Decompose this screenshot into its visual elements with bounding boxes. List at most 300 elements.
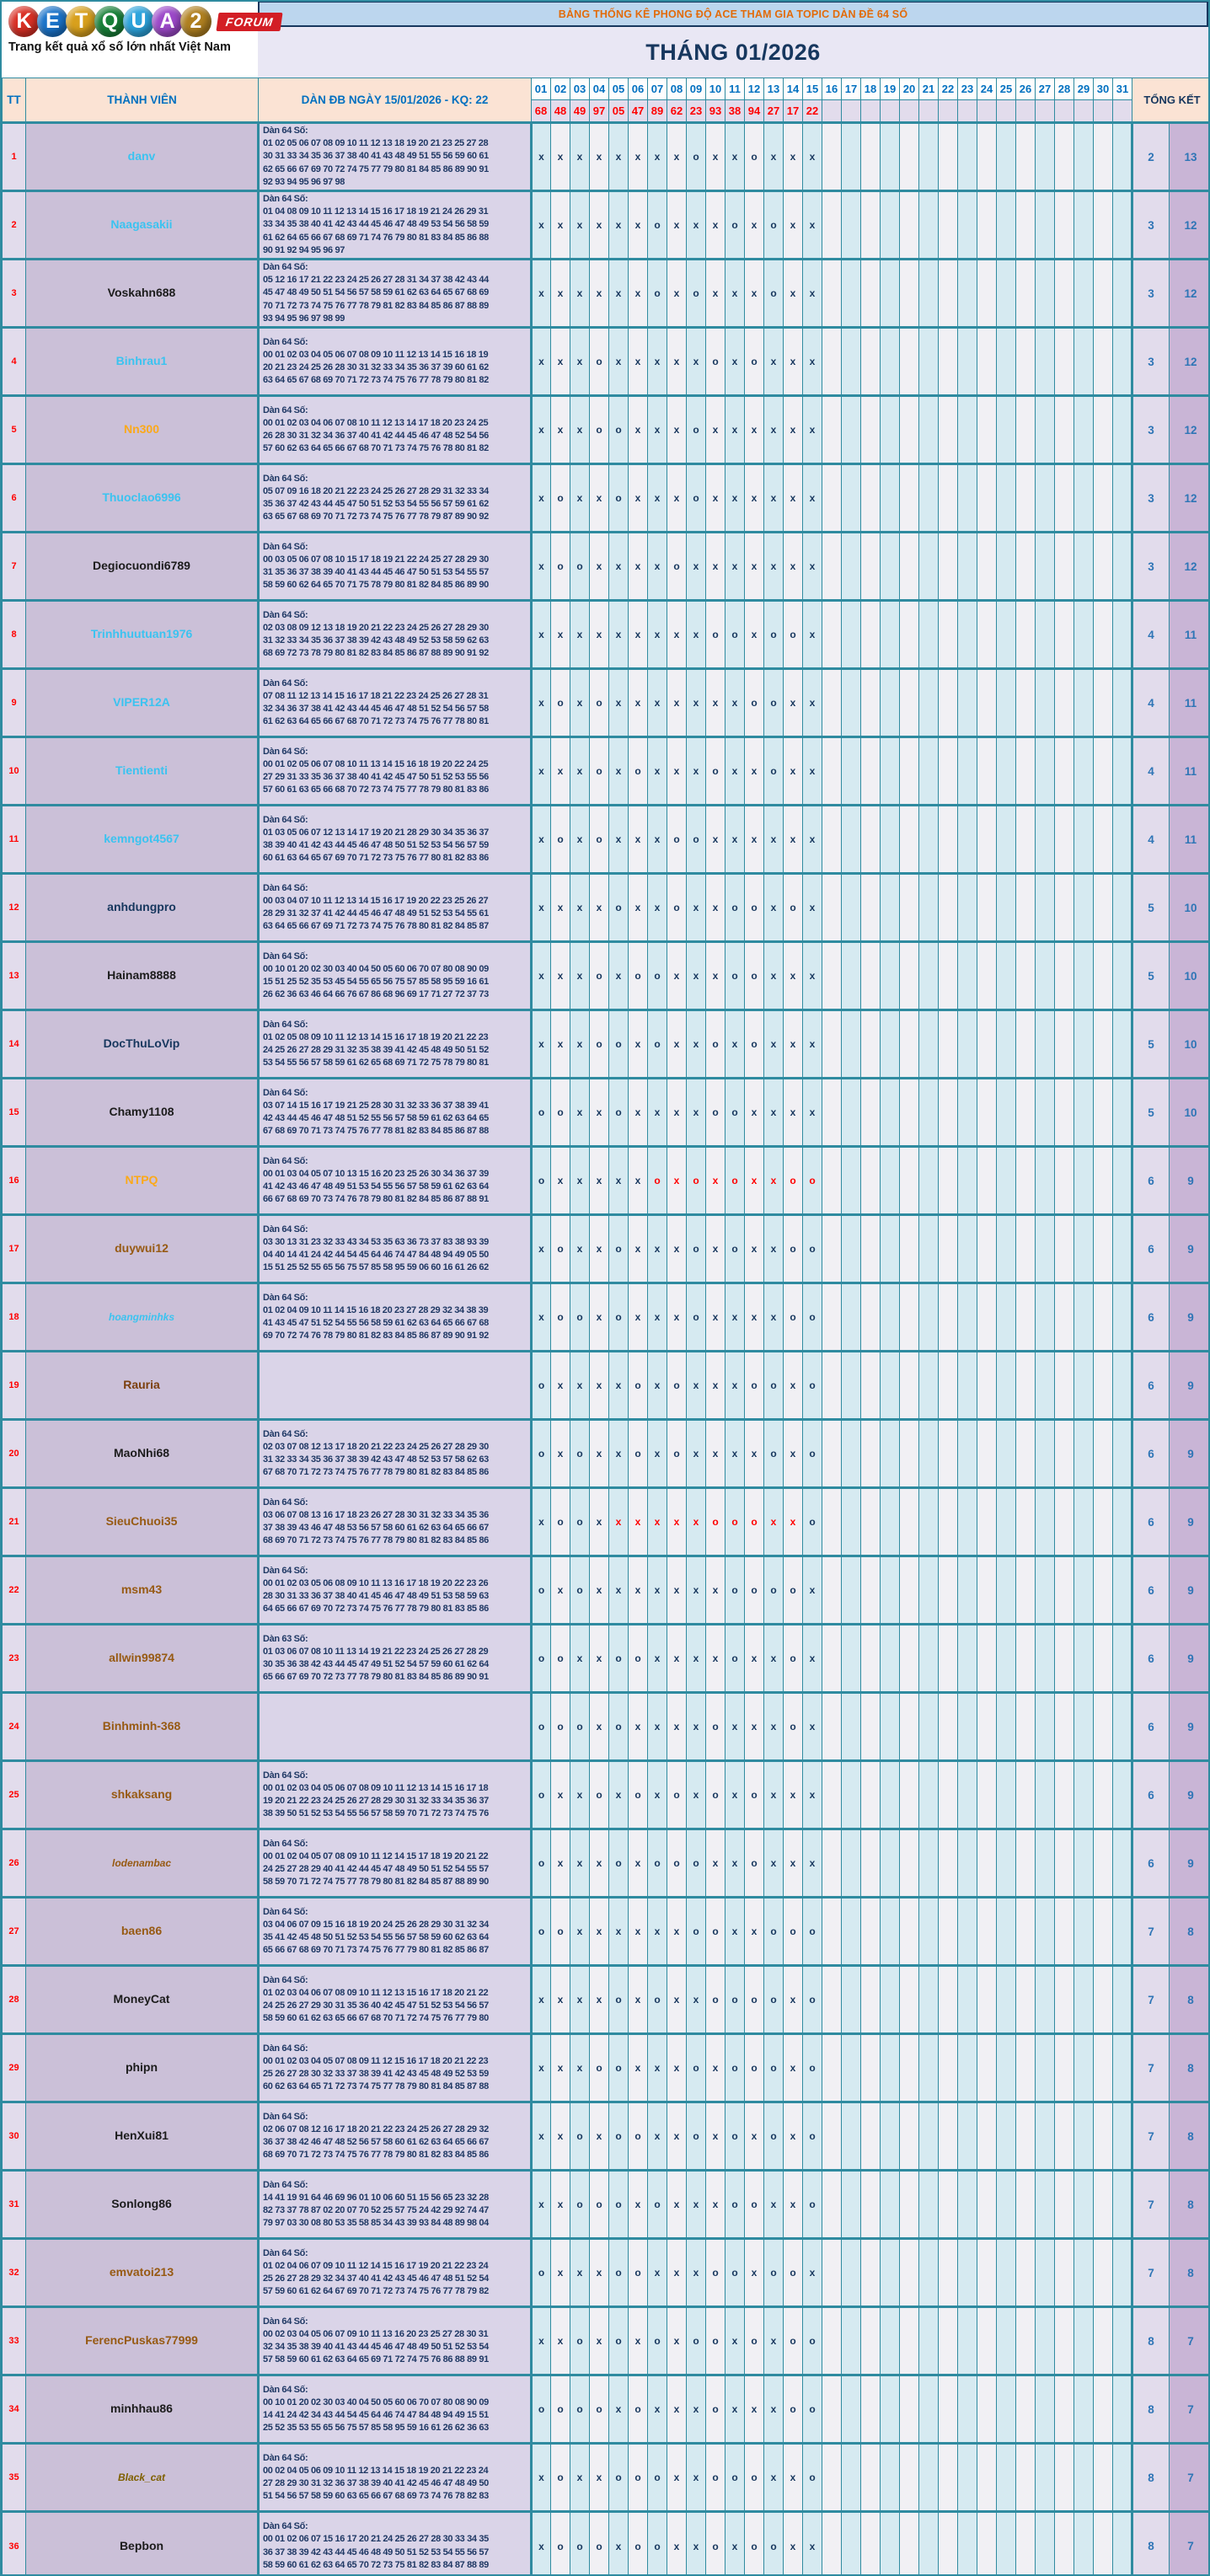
- member-name[interactable]: Sonlong86: [111, 2197, 172, 2210]
- logo-ball-T: T: [66, 6, 97, 37]
- day-cell-22: [939, 1010, 958, 1079]
- day-cell-25: [997, 1966, 1016, 2034]
- site-logo[interactable]: [2, 2, 275, 78]
- day-cell-20: [900, 1010, 919, 1079]
- mark-o: o: [634, 1448, 641, 1459]
- day-cell-25: [997, 1147, 1016, 1215]
- day-cell-09: [687, 1829, 706, 1898]
- day-cell-31: [1113, 737, 1132, 806]
- mark-o: o: [576, 560, 583, 572]
- mark-x: x: [615, 2403, 622, 2415]
- mark-o: o: [596, 424, 602, 436]
- day-cell-10: [706, 1693, 725, 1761]
- mark-o: o: [557, 1106, 564, 1118]
- day-cell-23: [958, 1693, 977, 1761]
- mark-x: x: [576, 765, 583, 777]
- mark-o: o: [790, 1584, 796, 1596]
- dan-line: 68 69 70 71 72 73 74 75 76 77 78 79 80 81 82 83 84 85 86: [263, 2150, 489, 2161]
- day-cell-01: [532, 2239, 551, 2307]
- day-cell-01: [532, 1352, 551, 1420]
- day-cell-14: [784, 1693, 803, 1761]
- total-hit-cell: 10: [1170, 874, 1210, 942]
- day-cell-11: [725, 1898, 745, 1966]
- day-cell-03: [570, 1079, 590, 1147]
- day-cell-02: [551, 1010, 570, 1079]
- member-name[interactable]: SieuChuoi35: [105, 1514, 178, 1528]
- day-cell-12: [745, 2375, 764, 2444]
- mark-x: x: [751, 1448, 758, 1459]
- day-cell-18: [861, 1898, 881, 1966]
- day-cell-18: [861, 806, 881, 874]
- day-cell-18: [861, 328, 881, 396]
- day-cell-08: [667, 1556, 687, 1625]
- day-cell-29: [1074, 2102, 1094, 2171]
- day-cell-28: [1055, 874, 1074, 942]
- member-name[interactable]: Voskahn688: [107, 286, 176, 299]
- day-cell-27: [1036, 123, 1055, 191]
- day-cell-22: [939, 737, 958, 806]
- member-name[interactable]: Rauria: [123, 1378, 160, 1391]
- day-cell-31: [1113, 191, 1132, 260]
- mark-x: x: [557, 424, 564, 436]
- mark-o: o: [557, 2540, 564, 2552]
- mark-x: x: [790, 287, 796, 299]
- day-cell-17: [842, 1215, 861, 1283]
- dan-line: 00 01 02 04 05 07 08 09 10 11 12 14 15 17 18 19 20 21 22: [263, 1850, 489, 1861]
- day-cell-08: [667, 328, 687, 396]
- day-cell-16: [822, 601, 842, 669]
- day-cell-07: [648, 1556, 667, 1625]
- mark-o: o: [654, 970, 661, 982]
- day-cell-05: [609, 464, 629, 533]
- day-cell-25: [997, 737, 1016, 806]
- total-miss-cell: 3: [1132, 396, 1170, 464]
- mark-x: x: [596, 2130, 602, 2142]
- tt-cell: 19: [3, 1352, 26, 1420]
- day-cell-27: [1036, 2239, 1055, 2307]
- day-cell-12: [745, 1215, 764, 1283]
- total-hit-cell: 9: [1170, 1215, 1210, 1283]
- day-cell-29: [1074, 1693, 1094, 1761]
- day-cell-04: [590, 1215, 609, 1283]
- day-cell-24: [977, 2444, 997, 2512]
- dan-label: Dàn 64 Số:: [263, 541, 308, 552]
- day-cell-16: [822, 2307, 842, 2375]
- day-cell-19: [881, 1898, 900, 1966]
- day-cell-21: [919, 1147, 939, 1215]
- member-name[interactable]: Chamy1108: [109, 1105, 174, 1118]
- day-cell-15: [803, 669, 822, 737]
- mark-x: x: [809, 1584, 816, 1596]
- day-cell-02: [551, 2375, 570, 2444]
- mark-x: x: [557, 2062, 564, 2074]
- member-row-phipn: [3, 2034, 1210, 2102]
- mark-x: x: [712, 1175, 719, 1186]
- member-name[interactable]: Hainam8888: [107, 968, 176, 982]
- member-name[interactable]: MoneyCat: [113, 1992, 170, 2006]
- day-cell-01: [532, 2034, 551, 2102]
- day-cell-22: [939, 2512, 958, 2576]
- day-cell-15: [803, 260, 822, 328]
- dan-line: 63 64 65 67 68 69 70 71 72 73 74 75 76 77 78 79 80 81 82: [263, 375, 489, 386]
- day-cell-18: [861, 1693, 881, 1761]
- day-cell-12: [745, 123, 764, 191]
- mark-o: o: [751, 1994, 758, 2006]
- day-cell-19: [881, 533, 900, 601]
- day-cell-19: [881, 942, 900, 1010]
- member-name[interactable]: DocThuLoVip: [103, 1036, 180, 1050]
- day-cell-27: [1036, 1215, 1055, 1283]
- dan-line: 69 70 72 74 76 78 79 80 81 82 83 84 85 86 87 89 90 91 92: [263, 1331, 489, 1342]
- mark-x: x: [790, 697, 796, 709]
- day-cell-10: [706, 1829, 725, 1898]
- member-name[interactable]: Binhrau1: [115, 354, 168, 367]
- mark-x: x: [654, 1584, 661, 1596]
- day-cell-11: [725, 2239, 745, 2307]
- member-name[interactable]: HenXui81: [115, 2129, 169, 2142]
- dan-line: 51 54 56 57 58 59 60 63 65 66 67 68 69 73 74 76 78 82 83: [263, 2491, 489, 2502]
- day-cell-06: [629, 1147, 648, 1215]
- mark-x: x: [693, 1106, 699, 1118]
- total-hit-cell: 9: [1170, 1693, 1210, 1761]
- member-name[interactable]: Binhminh-368: [102, 1719, 181, 1733]
- day-cell-09: [687, 601, 706, 669]
- member-cell: [26, 737, 259, 806]
- day-cell-15: [803, 2512, 822, 2576]
- member-name[interactable]: Degiocuondi6789: [93, 559, 190, 572]
- mark-o: o: [576, 2130, 583, 2142]
- day-cell-14: [784, 1488, 803, 1556]
- day-cell-10: [706, 328, 725, 396]
- tt-cell: 10: [3, 737, 26, 806]
- mark-x: x: [712, 1311, 719, 1323]
- day-cell-27: [1036, 1488, 1055, 1556]
- mark-o: o: [790, 1175, 796, 1186]
- member-name[interactable]: Bepbon: [119, 2538, 164, 2552]
- result-03: 49: [570, 100, 590, 123]
- day-cell-27: [1036, 2512, 1055, 2576]
- day-header-31: 31: [1113, 78, 1132, 100]
- day-cell-22: [939, 1215, 958, 1283]
- day-cell-22: [939, 806, 958, 874]
- day-cell-05: [609, 328, 629, 396]
- member-cell: [26, 2102, 259, 2171]
- mark-x: x: [673, 970, 680, 982]
- mark-x: x: [673, 2267, 680, 2279]
- day-header-09: 09: [687, 78, 706, 100]
- mark-x: x: [809, 902, 816, 913]
- member-name[interactable]: Black_cat: [117, 2472, 166, 2483]
- dan-cell: [259, 1215, 532, 1283]
- day-cell-30: [1094, 1625, 1113, 1693]
- mark-x: x: [751, 1652, 758, 1664]
- mark-o: o: [538, 1857, 545, 1869]
- mark-x: x: [790, 219, 796, 231]
- result-04: 97: [590, 100, 609, 123]
- day-cell-18: [861, 1283, 881, 1352]
- day-cell-17: [842, 806, 861, 874]
- day-cell-25: [997, 533, 1016, 601]
- mark-o: o: [557, 1243, 564, 1255]
- day-cell-04: [590, 123, 609, 191]
- day-cell-04: [590, 2171, 609, 2239]
- mark-o: o: [538, 1721, 545, 1733]
- day-cell-02: [551, 806, 570, 874]
- mark-o: o: [731, 2472, 738, 2483]
- day-header-29: 29: [1074, 78, 1094, 100]
- mark-o: o: [770, 287, 777, 299]
- mark-x: x: [596, 2472, 602, 2483]
- day-cell-15: [803, 1625, 822, 1693]
- day-cell-31: [1113, 328, 1132, 396]
- mark-o: o: [596, 356, 602, 367]
- mark-x: x: [693, 1379, 699, 1391]
- dan-cell: [259, 260, 532, 328]
- mark-o: o: [751, 2540, 758, 2552]
- total-miss-cell: 3: [1132, 533, 1170, 601]
- mark-x: x: [538, 356, 544, 367]
- mark-o: o: [712, 356, 719, 367]
- dan-line: 14 41 19 91 64 46 69 96 01 10 06 60 51 15 56 65 23 32 28: [263, 2192, 489, 2203]
- day-cell-22: [939, 2171, 958, 2239]
- day-cell-30: [1094, 1488, 1113, 1556]
- result-29: [1074, 100, 1094, 123]
- mark-x: x: [557, 2335, 564, 2347]
- forum-badge: FORUM: [216, 13, 282, 31]
- day-cell-20: [900, 1488, 919, 1556]
- day-cell-08: [667, 2102, 687, 2171]
- day-cell-16: [822, 874, 842, 942]
- day-cell-20: [900, 1829, 919, 1898]
- day-cell-03: [570, 2512, 590, 2576]
- day-cell-16: [822, 191, 842, 260]
- member-name[interactable]: shkaksang: [110, 1787, 173, 1801]
- day-cell-13: [764, 1556, 784, 1625]
- mark-o: o: [693, 2335, 699, 2347]
- mark-x: x: [634, 1994, 641, 2006]
- member-name[interactable]: baen86: [120, 1924, 163, 1937]
- dan-line: 28 29 31 32 37 41 42 44 45 46 47 48 49 51 52 53 54 55 61: [263, 908, 489, 918]
- mark-x: x: [576, 1106, 583, 1118]
- mark-x: x: [693, 219, 699, 231]
- member-row-emvatoi213: [3, 2239, 1210, 2307]
- mark-x: x: [615, 697, 622, 709]
- member-name[interactable]: hoangminhks: [108, 1311, 174, 1323]
- mark-o: o: [712, 1721, 719, 1733]
- day-cell-08: [667, 2307, 687, 2375]
- day-cell-08: [667, 1898, 687, 1966]
- member-name[interactable]: danv: [127, 149, 156, 163]
- day-cell-19: [881, 2307, 900, 2375]
- mark-o: o: [673, 833, 680, 845]
- dan-line: 19 20 21 22 23 24 25 26 27 28 29 30 31 32 33 34 35 36 37: [263, 1796, 489, 1806]
- day-cell-21: [919, 1283, 939, 1352]
- mark-x: x: [751, 287, 758, 299]
- day-cell-23: [958, 601, 977, 669]
- day-cell-18: [861, 669, 881, 737]
- mark-o: o: [751, 970, 758, 982]
- member-row-msm43: [3, 1556, 1210, 1625]
- mark-o: o: [790, 1311, 796, 1323]
- day-cell-17: [842, 1898, 861, 1966]
- mark-x: x: [654, 1925, 661, 1937]
- day-cell-24: [977, 2034, 997, 2102]
- day-cell-15: [803, 1420, 822, 1488]
- mark-x: x: [790, 1038, 796, 1050]
- mark-o: o: [809, 1379, 816, 1391]
- dan-line: 41 42 43 46 47 48 49 51 53 54 55 56 57 58 59 61 62 63 64: [263, 1181, 489, 1192]
- mark-x: x: [596, 2267, 602, 2279]
- mark-o: o: [693, 2130, 699, 2142]
- mark-o: o: [809, 2472, 816, 2483]
- mark-x: x: [770, 424, 777, 436]
- member-name[interactable]: kemngot4567: [104, 832, 179, 845]
- day-cell-12: [745, 737, 764, 806]
- day-cell-02: [551, 2307, 570, 2375]
- day-cell-02: [551, 1147, 570, 1215]
- mark-x: x: [634, 492, 641, 504]
- member-cell: [26, 2444, 259, 2512]
- day-cell-10: [706, 1898, 725, 1966]
- day-cell-25: [997, 2307, 1016, 2375]
- day-header-25: 25: [997, 78, 1016, 100]
- day-header-08: 08: [667, 78, 687, 100]
- day-cell-07: [648, 942, 667, 1010]
- day-cell-02: [551, 2444, 570, 2512]
- mark-x: x: [557, 1448, 564, 1459]
- day-cell-26: [1016, 1147, 1036, 1215]
- mark-x: x: [615, 151, 622, 163]
- day-cell-01: [532, 1761, 551, 1829]
- day-cell-15: [803, 1693, 822, 1761]
- top-band: [2, 2, 1208, 78]
- dan-line: 57 58 59 60 61 62 63 64 65 69 71 72 74 75 76 86 88 89 91: [263, 2354, 489, 2365]
- day-cell-24: [977, 328, 997, 396]
- day-cell-29: [1074, 669, 1094, 737]
- mark-x: x: [770, 356, 777, 367]
- mark-x: x: [751, 424, 758, 436]
- total-miss-cell: 6: [1132, 1283, 1170, 1352]
- member-name[interactable]: VIPER12A: [113, 695, 170, 709]
- day-cell-06: [629, 1966, 648, 2034]
- day-cell-27: [1036, 874, 1055, 942]
- day-cell-31: [1113, 396, 1132, 464]
- member-name[interactable]: Thuoclao6996: [102, 490, 181, 504]
- day-cell-10: [706, 2307, 725, 2375]
- total-miss-cell: 3: [1132, 260, 1170, 328]
- day-cell-15: [803, 942, 822, 1010]
- tt-cell: 21: [3, 1488, 26, 1556]
- dan-cell: [259, 328, 532, 396]
- mark-x: x: [770, 2403, 777, 2415]
- mark-x: x: [557, 2267, 564, 2279]
- member-name[interactable]: emvatoi213: [109, 2265, 174, 2279]
- member-name[interactable]: phipn: [125, 2060, 158, 2074]
- member-name[interactable]: lodenambac: [111, 1857, 172, 1869]
- day-cell-07: [648, 260, 667, 328]
- member-name[interactable]: Nn300: [123, 422, 160, 436]
- member-cell: [26, 2375, 259, 2444]
- dan-cell: [259, 533, 532, 601]
- day-cell-09: [687, 1010, 706, 1079]
- member-row-shkaksang: [3, 1761, 1210, 1829]
- member-row-NTPQ: [3, 1147, 1210, 1215]
- day-cell-19: [881, 2171, 900, 2239]
- day-cell-15: [803, 1761, 822, 1829]
- dan-cell: [259, 464, 532, 533]
- day-cell-06: [629, 1761, 648, 1829]
- dan-line: 25 52 35 53 55 65 56 75 57 85 58 95 59 16 61 26 62 36 63: [263, 2423, 489, 2434]
- day-cell-19: [881, 191, 900, 260]
- day-cell-12: [745, 1693, 764, 1761]
- day-cell-09: [687, 1283, 706, 1352]
- mark-o: o: [538, 1584, 545, 1596]
- member-row-Trinhhuutuan1976: [3, 601, 1210, 669]
- dan-label: Dàn 64 Số:: [263, 473, 308, 484]
- day-cell-20: [900, 2307, 919, 2375]
- member-name[interactable]: msm43: [120, 1583, 163, 1596]
- mark-x: x: [654, 1379, 661, 1391]
- day-cell-01: [532, 2171, 551, 2239]
- day-cell-10: [706, 1147, 725, 1215]
- day-cell-04: [590, 1488, 609, 1556]
- member-name[interactable]: Tientienti: [115, 763, 168, 777]
- total-miss-cell: 7: [1132, 1966, 1170, 2034]
- day-cell-02: [551, 1761, 570, 1829]
- day-cell-08: [667, 123, 687, 191]
- day-cell-24: [977, 1829, 997, 1898]
- day-cell-17: [842, 1966, 861, 2034]
- mark-x: x: [731, 287, 738, 299]
- member-name[interactable]: NTPQ: [125, 1173, 158, 1186]
- mark-o: o: [596, 2062, 602, 2074]
- day-cell-17: [842, 2375, 861, 2444]
- mark-x: x: [751, 560, 758, 572]
- dan-line: 01 03 05 06 07 12 13 14 17 19 20 21 28 29 30 34 35 36 37: [263, 827, 489, 838]
- day-cell-12: [745, 1761, 764, 1829]
- day-cell-06: [629, 2512, 648, 2576]
- day-cell-30: [1094, 1693, 1113, 1761]
- day-cell-22: [939, 1966, 958, 2034]
- member-row-Sonlong86: [3, 2171, 1210, 2239]
- member-name[interactable]: MaoNhi68: [113, 1446, 170, 1459]
- dan-line: 25 26 27 28 29 32 34 37 40 41 42 43 45 46 47 48 51 52 54: [263, 2273, 489, 2284]
- mark-x: x: [712, 1243, 719, 1255]
- title-bars: [258, 2, 1208, 78]
- total-miss-cell: 4: [1132, 806, 1170, 874]
- dan-cell: [259, 1488, 532, 1556]
- day-cell-24: [977, 1215, 997, 1283]
- day-cell-14: [784, 533, 803, 601]
- day-cell-03: [570, 464, 590, 533]
- mark-x: x: [634, 151, 641, 163]
- member-name[interactable]: anhdungpro: [107, 900, 176, 913]
- day-cell-08: [667, 1147, 687, 1215]
- member-name[interactable]: allwin99874: [109, 1651, 174, 1664]
- member-name[interactable]: minhhau86: [110, 2402, 173, 2415]
- member-name[interactable]: duywui12: [115, 1241, 169, 1255]
- member-name[interactable]: FerencPuskas77999: [85, 2333, 198, 2347]
- member-name[interactable]: Naagasakii: [110, 217, 173, 231]
- day-cell-08: [667, 1488, 687, 1556]
- day-cell-08: [667, 396, 687, 464]
- mark-x: x: [576, 1243, 583, 1255]
- dan-line: 67 68 70 71 72 73 74 75 76 77 78 79 80 81 82 83 84 85 86: [263, 1467, 489, 1478]
- day-cell-13: [764, 1625, 784, 1693]
- member-name[interactable]: Trinhhuutuan1976: [90, 627, 193, 640]
- day-cell-14: [784, 1420, 803, 1488]
- day-cell-27: [1036, 1010, 1055, 1079]
